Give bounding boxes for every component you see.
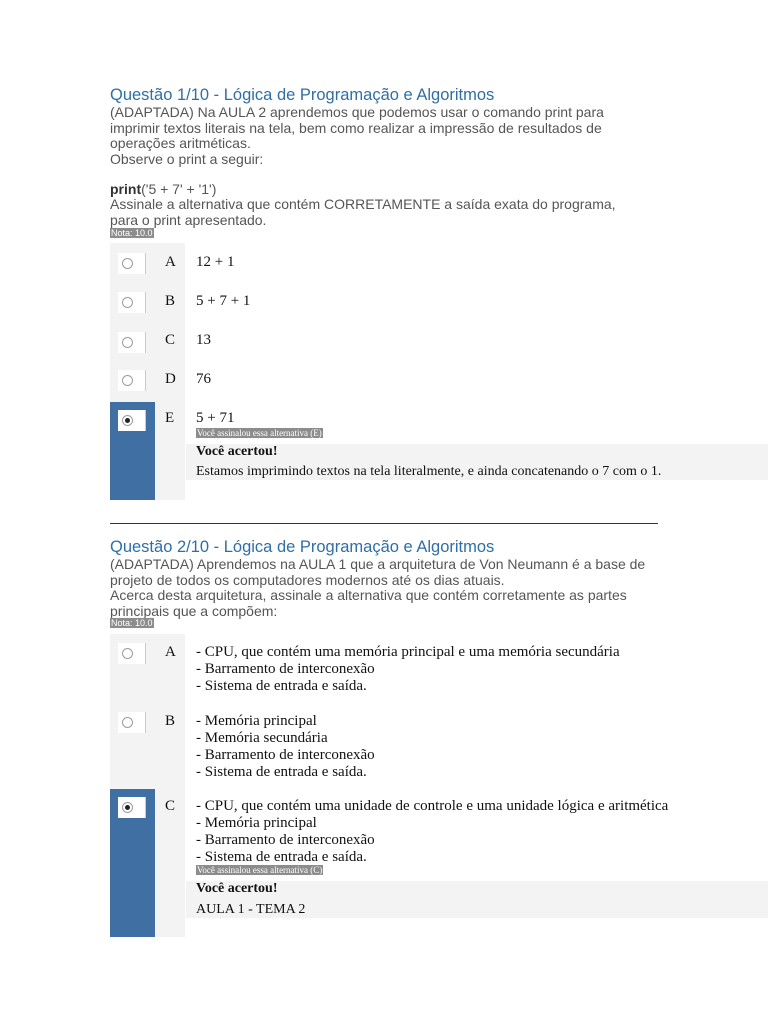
option-letter: C <box>165 332 176 348</box>
option-line: - Sistema de entrada e saída. <box>196 678 367 694</box>
radio-circle-icon <box>122 717 133 728</box>
feedback-text: Estamos imprimindo textos na tela literalmente, e ainda concatenando o 7 com o 1. <box>196 464 662 479</box>
radio-b[interactable] <box>118 712 146 733</box>
option-c[interactable] <box>110 332 768 362</box>
intro-line: principais que a compõem: <box>110 602 278 619</box>
radio-circle-icon <box>122 375 133 386</box>
option-line: - Sistema de entrada e saída. <box>196 764 367 780</box>
intro-line: imprimir textos literais na tela, bem como realizar a impressão de resultados de <box>110 119 602 136</box>
prompt-line: para o print apresentado. <box>110 211 267 228</box>
code-keyword: print <box>110 181 142 197</box>
option-a[interactable] <box>110 643 768 699</box>
radio-e[interactable] <box>118 410 146 431</box>
intro-line: operações aritméticas. <box>110 135 251 151</box>
option-text: 12 + 1 <box>196 254 235 270</box>
radio-circle-icon <box>122 297 133 308</box>
radio-a[interactable] <box>118 253 146 274</box>
intro-line: projeto de todos os computadores modernos até os dias atuais. <box>110 571 505 588</box>
code-args: ('5 + 7' + '1') <box>141 181 217 197</box>
intro-line: Acerca desta arquitetura, assinale a alternativa que contém corretamente as partes <box>110 587 627 603</box>
option-line: - CPU, que contém uma memória principal e uma memória secundária <box>196 644 620 660</box>
option-letter: D <box>165 371 176 387</box>
option-text: 76 <box>196 371 211 387</box>
option-line: - CPU, que contém uma unidade de controle e uma unidade lógica e aritmética <box>196 798 669 814</box>
radio-circle-icon <box>122 258 133 269</box>
option-letter: A <box>165 644 176 660</box>
feedback-text: AULA 1 - TEMA 2 <box>196 902 306 917</box>
option-line: - Barramento de interconexão <box>196 747 375 763</box>
option-text: 5 + 71 <box>196 410 235 426</box>
option-letter: B <box>165 293 176 309</box>
option-letter: E <box>165 410 175 426</box>
radio-selected-icon <box>122 415 133 426</box>
option-letter: B <box>165 713 176 729</box>
feedback-panel <box>186 881 768 918</box>
grade-badge: Nota: 10.0 <box>111 618 153 628</box>
option-text <box>196 644 620 695</box>
intro-line: (ADAPTADA) Aprendemos na AULA 1 que a arquitetura de Von Neumann é a base de <box>110 556 646 572</box>
option-line: - Barramento de interconexão <box>196 832 375 848</box>
option-letter: C <box>165 798 176 814</box>
prompt-line: Assinale a alternativa que contém CORRETAMENTE a saída exata do programa, <box>110 196 616 212</box>
feedback-panel <box>186 444 768 480</box>
option-text <box>196 798 668 866</box>
option-line: - Memória principal <box>196 713 317 729</box>
radio-circle-icon <box>122 337 133 348</box>
radio-selected-icon <box>122 802 133 813</box>
question-divider <box>110 523 658 524</box>
radio-d[interactable] <box>118 370 146 391</box>
radio-a[interactable] <box>118 643 146 664</box>
question-1-title: Questão 1/10 - Lógica de Programação e Algoritmos <box>110 86 495 104</box>
radio-b[interactable] <box>118 292 146 313</box>
question-2-title: Questão 2/10 - Lógica de Programação e Algoritmos <box>110 538 495 556</box>
question-2-intro <box>110 557 650 619</box>
feedback-title: Você acertou! <box>196 444 278 459</box>
question-1-intro <box>110 105 650 167</box>
selected-alternative-note: Você assinalou essa alternativa (E) <box>197 428 322 438</box>
option-letter: A <box>165 254 176 270</box>
feedback-title: Você acertou! <box>196 881 278 896</box>
option-text <box>196 713 375 781</box>
option-b[interactable] <box>110 712 768 782</box>
radio-circle-icon <box>122 648 133 659</box>
radio-c[interactable] <box>118 332 146 353</box>
intro-line: (ADAPTADA) Na AULA 2 aprendemos que podemos usar o comando print para <box>110 104 604 120</box>
radio-c[interactable] <box>118 797 146 818</box>
option-text: 13 <box>196 332 211 348</box>
option-b[interactable] <box>110 292 768 322</box>
option-d[interactable] <box>110 370 768 400</box>
option-text: 5 + 7 + 1 <box>196 293 251 309</box>
grade-badge: Nota: 10.0 <box>111 228 153 238</box>
selected-alternative-note: Você assinalou essa alternativa (C) <box>197 865 323 875</box>
option-line: - Sistema de entrada e saída. <box>196 849 367 865</box>
option-c[interactable] <box>110 797 768 867</box>
option-line: - Memória principal <box>196 815 317 831</box>
option-a[interactable] <box>110 253 768 283</box>
option-line: - Barramento de interconexão <box>196 661 375 677</box>
question-1-prompt <box>110 197 650 228</box>
option-line: - Memória secundária <box>196 730 328 746</box>
intro-line: Observe o print a seguir: <box>110 150 264 167</box>
